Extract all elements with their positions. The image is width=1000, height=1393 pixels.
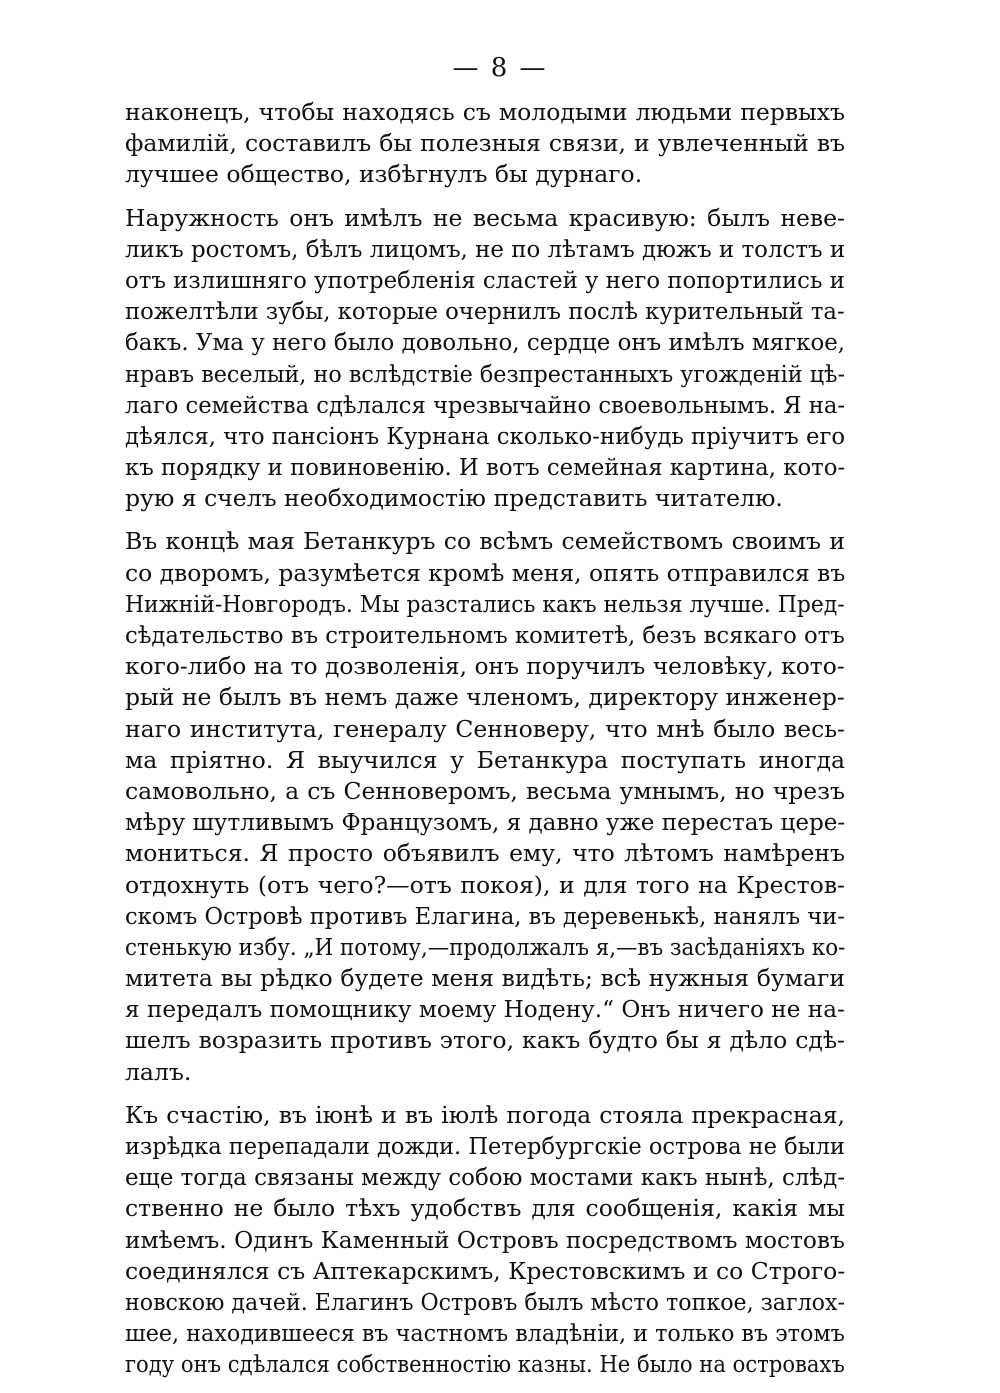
text-line: мониться. Я просто объявилъ ему, что лѣтомъ намѣренъ xyxy=(125,839,845,868)
text-line: къ порядку и повиновенію. И вотъ семейная картина, кото- xyxy=(125,453,846,482)
text-line: дѣялся, что пансіонъ Курнана сколько-нибудь пріучитъ его xyxy=(125,421,846,450)
text-line: отдохнуть (отъ чего?—отъ покоя), и для того на Крестов- xyxy=(125,870,845,899)
page-number: — 8 — xyxy=(452,53,548,83)
text-line: лалъ. xyxy=(125,1057,192,1086)
text-line: ственно не было тѣхъ удобствъ для сообщенія, какія мы xyxy=(125,1194,845,1223)
text-line: наконецъ, чтобы находясь съ молодыми людьми первыхъ xyxy=(125,98,845,126)
text-line: самовольно, а съ Сенноверомъ, весьма умнымъ, но чрезъ xyxy=(125,776,845,805)
text-line: бакъ. Ума у него было довольно, сердце онъ имѣлъ мягкое, xyxy=(125,328,846,357)
text-line: изрѣдка перепадали дожди. Петербургскіе острова не были xyxy=(125,1132,845,1160)
text-line: мѣру шутливымъ Французомъ, я давно уже перестаъ цере- xyxy=(125,808,846,837)
body-text xyxy=(125,97,845,1393)
text-line: наго института, генералу Сенноверу, что мнѣ было весь- xyxy=(125,714,845,743)
paragraph xyxy=(125,203,845,515)
paragraph xyxy=(125,1100,845,1381)
text-line: скомъ Островѣ противъ Елагина, въ деревенькѣ, нанялъ чи- xyxy=(125,901,845,930)
text-line: ликъ ростомъ, бѣлъ лицомъ, не по лѣтамъ дюжъ и толстъ и xyxy=(125,234,846,263)
text-line: новскою дачей. Елагинъ Островъ былъ мѣсто топкое, заглох- xyxy=(125,1287,845,1316)
text-line: Въ концѣ мая Бетанкуръ со всѣмъ семействомъ своимъ и xyxy=(125,527,845,556)
text-line: лаго семейства сдѣлался чрезвычайно своевольнымъ. Я на- xyxy=(125,390,846,419)
text-line: соединялся съ Аптекарскимъ, Крестовскимъ и со Строго- xyxy=(125,1256,846,1285)
text-line: я передалъ помощнику моему Нодену.“ Онъ ничего не на- xyxy=(125,995,845,1024)
text-line: сѣдательство въ строительномъ комитетѣ, безъ всякаго отъ xyxy=(125,621,845,649)
text-line: стенькую избу. „И потому,—продолжалъ я,—въ засѣданіяхъ ко- xyxy=(125,932,846,961)
paragraph xyxy=(125,97,845,191)
text-line: Наружность онъ имѣлъ не весьма красивую: былъ неве- xyxy=(125,203,845,232)
text-line: рый не былъ въ немъ даже членомъ, директору инженер- xyxy=(125,683,845,712)
text-line: нравъ веселый, но вслѣдствіе безпрестанныхъ угожденій цѣ- xyxy=(125,359,846,388)
text-line: митета вы рѣдко будете меня видѣть; всѣ нужныя бумаги xyxy=(125,964,845,993)
text-line: ма пріятно. Я выучился у Бетанкура поступать иногда xyxy=(125,745,845,774)
text-line: отъ излишняго употребленія сластей у него попортились и xyxy=(125,265,845,294)
paragraph xyxy=(125,526,845,1087)
text-line: шелъ возразить противъ этого, какъ будто бы я дѣло сдѣ- xyxy=(125,1026,845,1055)
text-line: году онъ сдѣлался собственностію казны. Не было на островахъ xyxy=(125,1350,845,1379)
text-line: лучшее общество, избѣгнулъ бы дурнаго. xyxy=(125,160,643,189)
text-line: пожелтѣли зубы, которые очернилъ послѣ курительный та- xyxy=(125,297,845,326)
text-line: Нижній-Новгородъ. Мы разстались какъ нельзя лучше. Пред- xyxy=(125,589,845,618)
text-line: Къ счастію, въ іюнѣ и въ іюлѣ погода стояла прекрасная, xyxy=(125,1100,845,1129)
text-line: имѣемъ. Одинъ Каменный Островъ посредствомъ мостовъ xyxy=(125,1225,845,1254)
text-line: кого-либо на то дозволенія, онъ поручилъ человѣку, кото- xyxy=(125,652,845,681)
text-line: шее, находившееся въ частномъ владѣніи, и только въ этомъ xyxy=(125,1319,845,1348)
text-line: со дворомъ, разумѣется кромѣ меня, опять отправился въ xyxy=(125,558,846,587)
text-line: фамилій, составилъ бы полезныя связи, и увлеченный въ xyxy=(125,129,845,158)
text-line: рую я счелъ необходимостію представить читателю. xyxy=(125,484,783,513)
text-line: еще тогда связаны между собою мостами какъ нынѣ, слѣд- xyxy=(125,1163,845,1192)
